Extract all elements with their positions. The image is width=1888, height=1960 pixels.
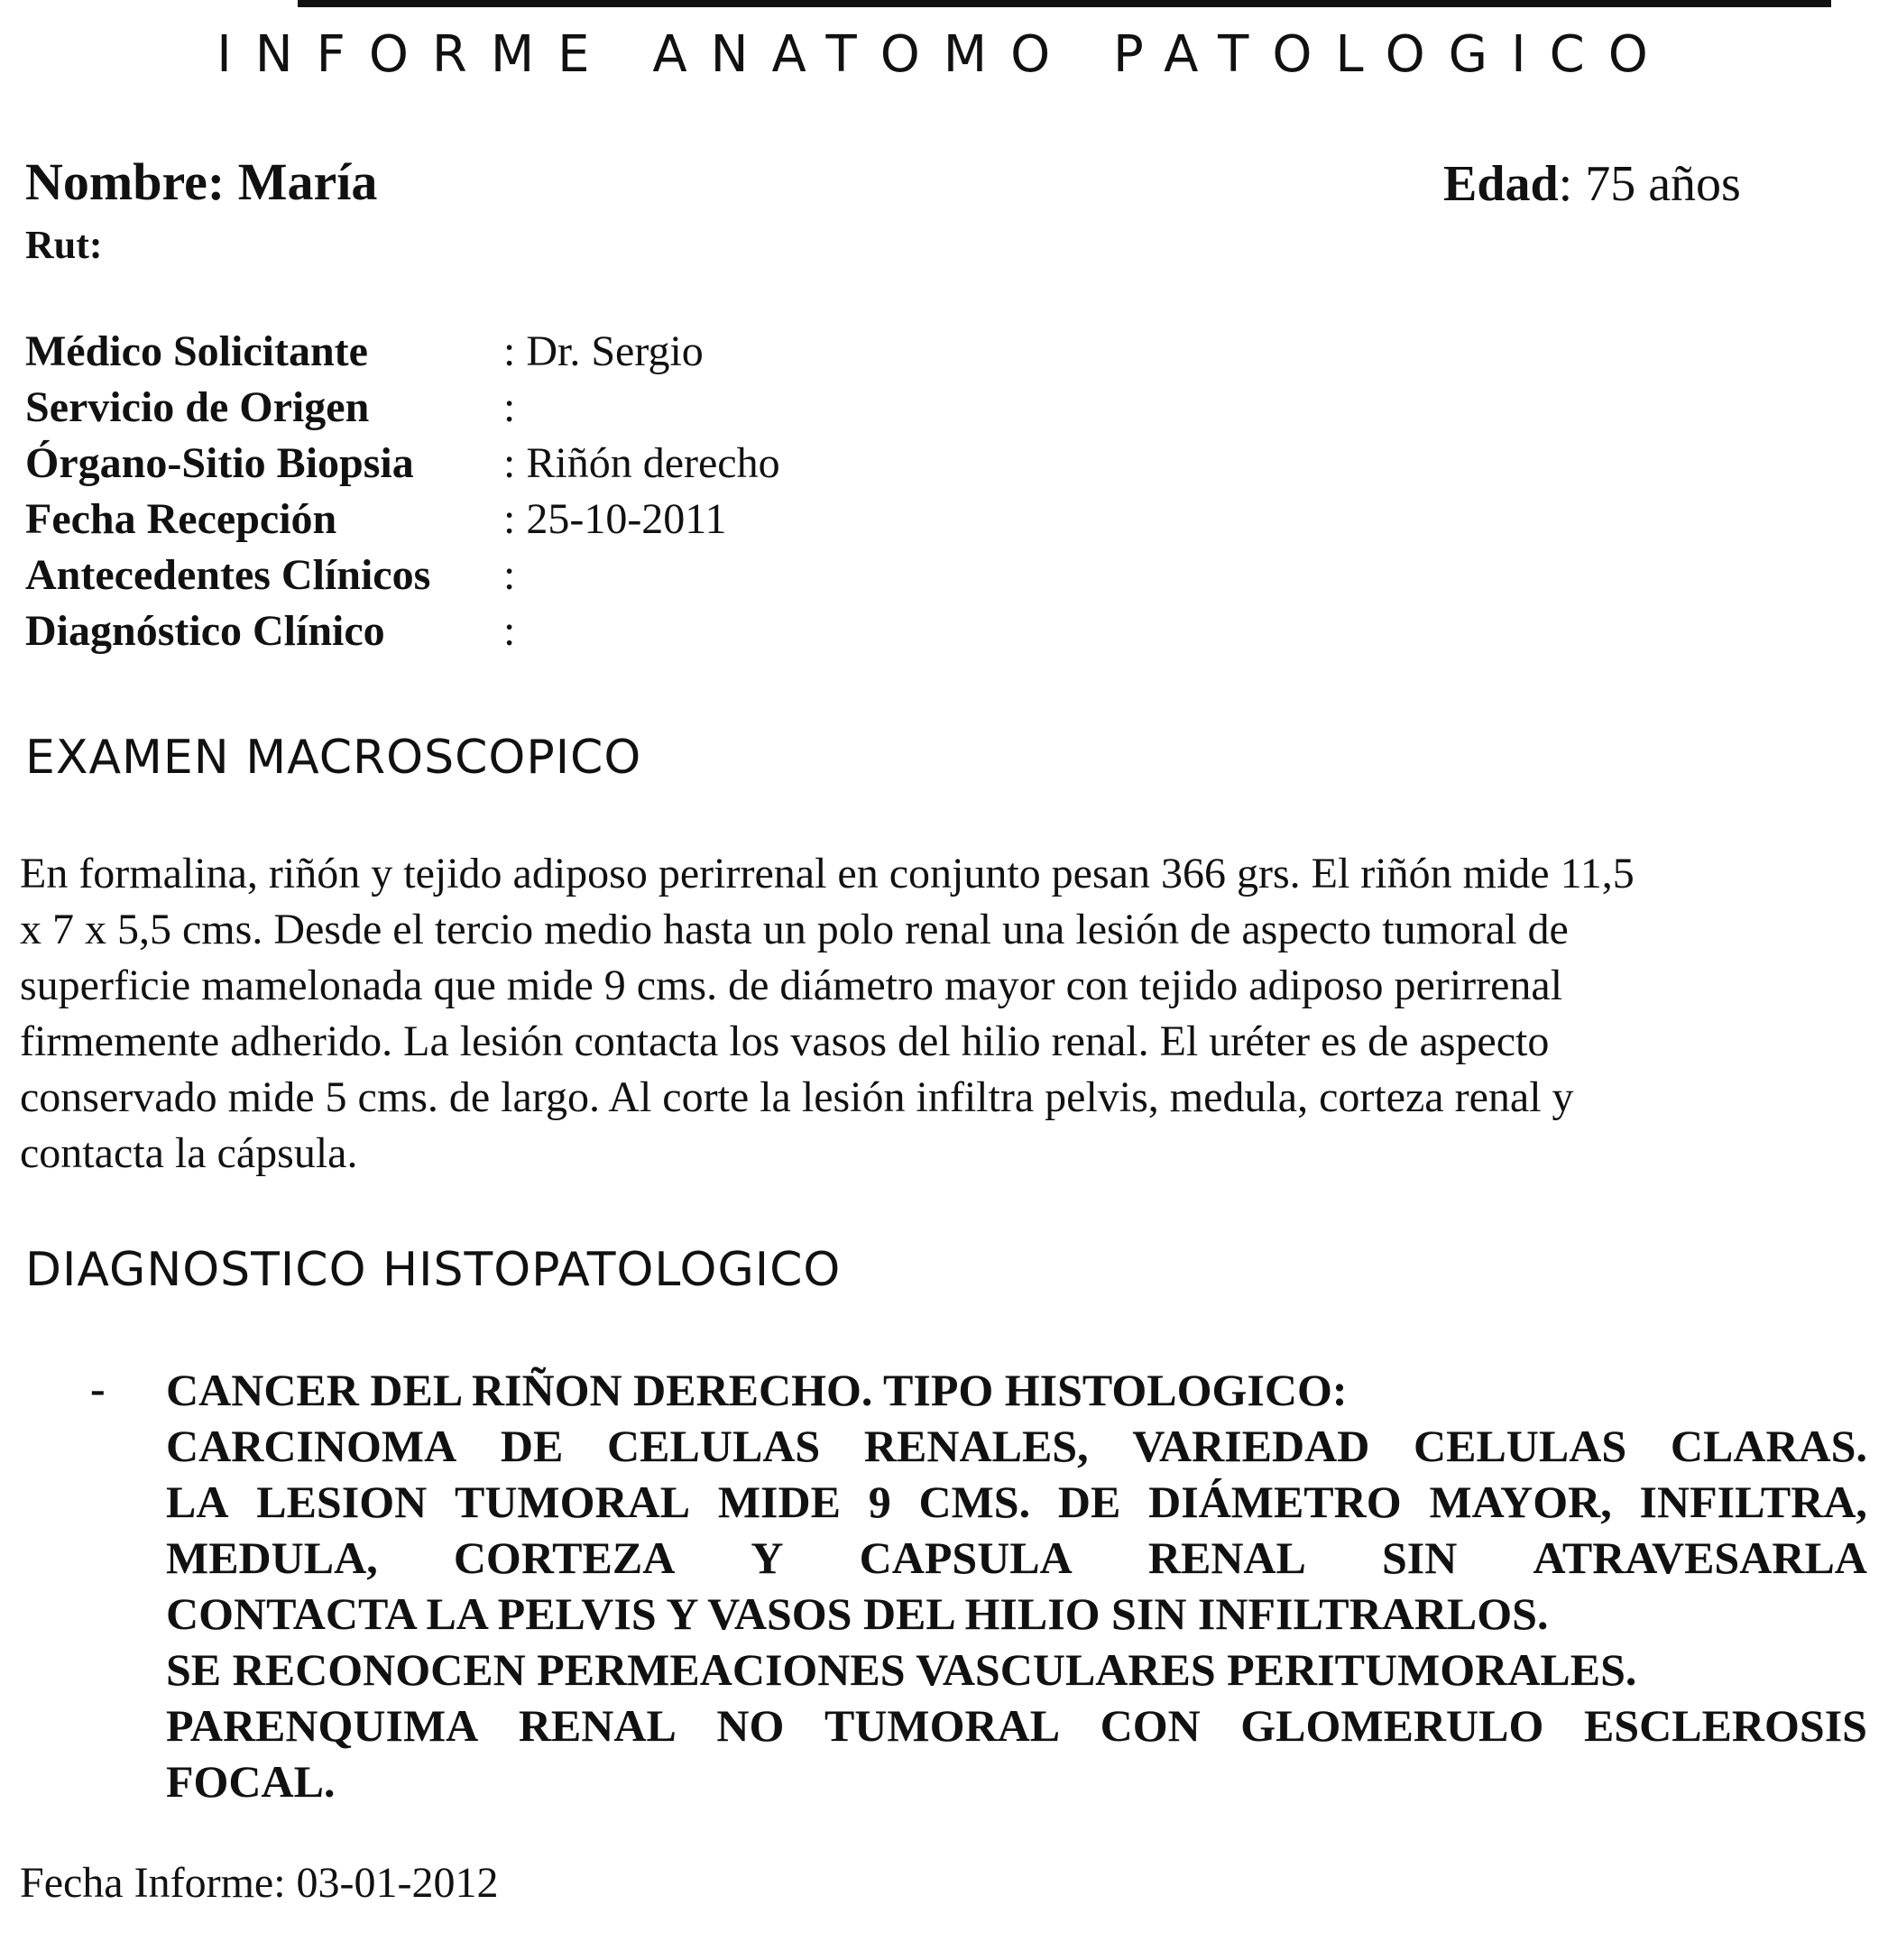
field-label: Antecedentes Clínicos — [25, 551, 431, 599]
age-label: Edad — [1443, 156, 1559, 212]
patient-age — [1443, 155, 1741, 213]
diagnosis-word: PARENQUIMA — [166, 1700, 479, 1751]
macro-line: contacta la cápsula. — [20, 1129, 358, 1177]
field-label: Diagnóstico Clínico — [25, 607, 385, 655]
field-fecha-recepcion — [25, 494, 727, 544]
field-value: : 25-10-2011 — [503, 495, 727, 543]
macro-line: firmemente adherido. La lesión contacta los vasos del hilio renal. El uréter es de aspecto — [20, 1017, 1550, 1065]
patient-name — [25, 152, 377, 212]
diagnosis-word: MAYOR, — [1429, 1477, 1612, 1527]
diagnosis-line-justified — [166, 1530, 1867, 1586]
field-label: Médico Solicitante — [25, 327, 368, 375]
diagnosis-line: CANCER DEL RIÑON DERECHO. TIPO HISTOLOGICO: — [166, 1365, 1348, 1415]
field-medico-solicitante — [25, 327, 704, 376]
field-label: Servicio de Origen — [25, 383, 370, 431]
diagnosis-line: SE RECONOCEN PERMEACIONES VASCULARES PERITUMORALES. — [166, 1644, 1637, 1695]
macro-line: x 7 x 5,5 cms. Desde el tercio medio hasta un polo renal una lesión de aspecto tumoral de — [20, 906, 1569, 953]
diagnosis-word: MIDE — [717, 1477, 841, 1527]
diagnosis-word: LESION — [256, 1477, 428, 1527]
diagnosis-word: CARCINOMA — [166, 1421, 457, 1471]
top-rule — [298, 0, 1831, 7]
diagnosis-word: LA — [166, 1477, 229, 1527]
age-value: : 75 años — [1558, 156, 1741, 212]
diagnosis-word: INFILTRA, — [1639, 1477, 1867, 1527]
name-value: María — [237, 152, 378, 211]
diagnosis-word: TUMORAL — [454, 1477, 691, 1527]
diagnosis-word: CELULAS — [607, 1421, 821, 1471]
macro-line: conservado mide 5 cms. de largo. Al corte la lesión infiltra pelvis, medula, corteza renal y — [20, 1073, 1574, 1121]
diagnosis-word: CAPSULA — [859, 1532, 1073, 1583]
macro-line: En formalina, riñón y tejido adiposo perirrenal en conjunto pesan 366 grs. El riñón mide 11,5 — [20, 850, 1635, 897]
diagnosis-line: CONTACTA LA PELVIS Y VASOS DEL HILIO SIN INFILTRARLOS. — [166, 1588, 1549, 1639]
patient-rut: Rut: — [25, 223, 103, 267]
report-date: Fecha Informe: 03-01-2012 — [20, 1859, 499, 1907]
diagnosis-word: CELULAS — [1414, 1421, 1627, 1471]
diagnosis-word: CMS. — [918, 1477, 1031, 1527]
field-value: : — [503, 383, 516, 431]
diagnosis-bullet: - — [90, 1363, 106, 1413]
field-diagnostico-clinico — [25, 606, 515, 656]
diagnosis-word: Y — [751, 1532, 784, 1583]
field-value: : Dr. Sergio — [503, 327, 704, 375]
field-value: : Riñón derecho — [503, 439, 780, 487]
diagnosis-word: 9 — [868, 1477, 891, 1527]
diagnosis-word: DIÁMETRO — [1148, 1477, 1402, 1527]
diagnosis-word: VARIEDAD — [1132, 1421, 1370, 1471]
report-title: INFORME ANATOMO PATOLOGICO — [216, 25, 1672, 84]
diagnosis-word: DE — [1057, 1477, 1121, 1527]
field-organo-sitio — [25, 438, 780, 488]
diagnosis-word: DE — [500, 1421, 564, 1471]
diagnosis-heading: DIAGNOSTICO HISTOPATOLOGICO — [25, 1243, 842, 1297]
field-label: Fecha Recepción — [25, 495, 337, 543]
field-servicio-origen — [25, 382, 515, 432]
diagnosis-word: CLARAS. — [1670, 1421, 1867, 1471]
diagnosis-word: NO — [716, 1700, 785, 1751]
diagnosis-word: TUMORAL — [824, 1700, 1061, 1751]
field-label: Órgano-Sitio Biopsia — [25, 439, 414, 487]
diagnosis-word: SIN — [1381, 1532, 1458, 1583]
field-value: : — [503, 551, 516, 599]
diagnosis-line-justified — [166, 1474, 1867, 1530]
diagnosis-word: GLOMERULO — [1240, 1700, 1544, 1751]
field-antecedentes — [25, 550, 515, 600]
diagnosis-word: MEDULA, — [166, 1532, 378, 1583]
diagnosis-word: RENALES, — [863, 1421, 1089, 1471]
macro-heading: EXAMEN MACROSCOPICO — [25, 731, 642, 785]
diagnosis-line-justified — [166, 1418, 1867, 1474]
name-label: Nombre: — [25, 152, 226, 211]
diagnosis-word: RENAL — [518, 1700, 677, 1751]
macro-line: superficie mamelonada que mide 9 cms. de diámetro mayor con tejido adiposo perirrenal — [20, 962, 1563, 1009]
field-value: : — [503, 607, 516, 655]
macro-body — [20, 846, 1860, 1182]
diagnosis-line: FOCAL. — [166, 1756, 336, 1807]
diagnosis-word: CON — [1100, 1700, 1201, 1751]
diagnosis-word: CORTEZA — [453, 1532, 676, 1583]
diagnosis-word: RENAL — [1147, 1532, 1306, 1583]
diagnosis-word: ESCLEROSIS — [1583, 1700, 1867, 1751]
diagnosis-line-justified — [166, 1698, 1867, 1753]
diagnosis-text — [166, 1362, 1867, 1809]
diagnosis-word: ATRAVESARLA — [1533, 1532, 1867, 1583]
